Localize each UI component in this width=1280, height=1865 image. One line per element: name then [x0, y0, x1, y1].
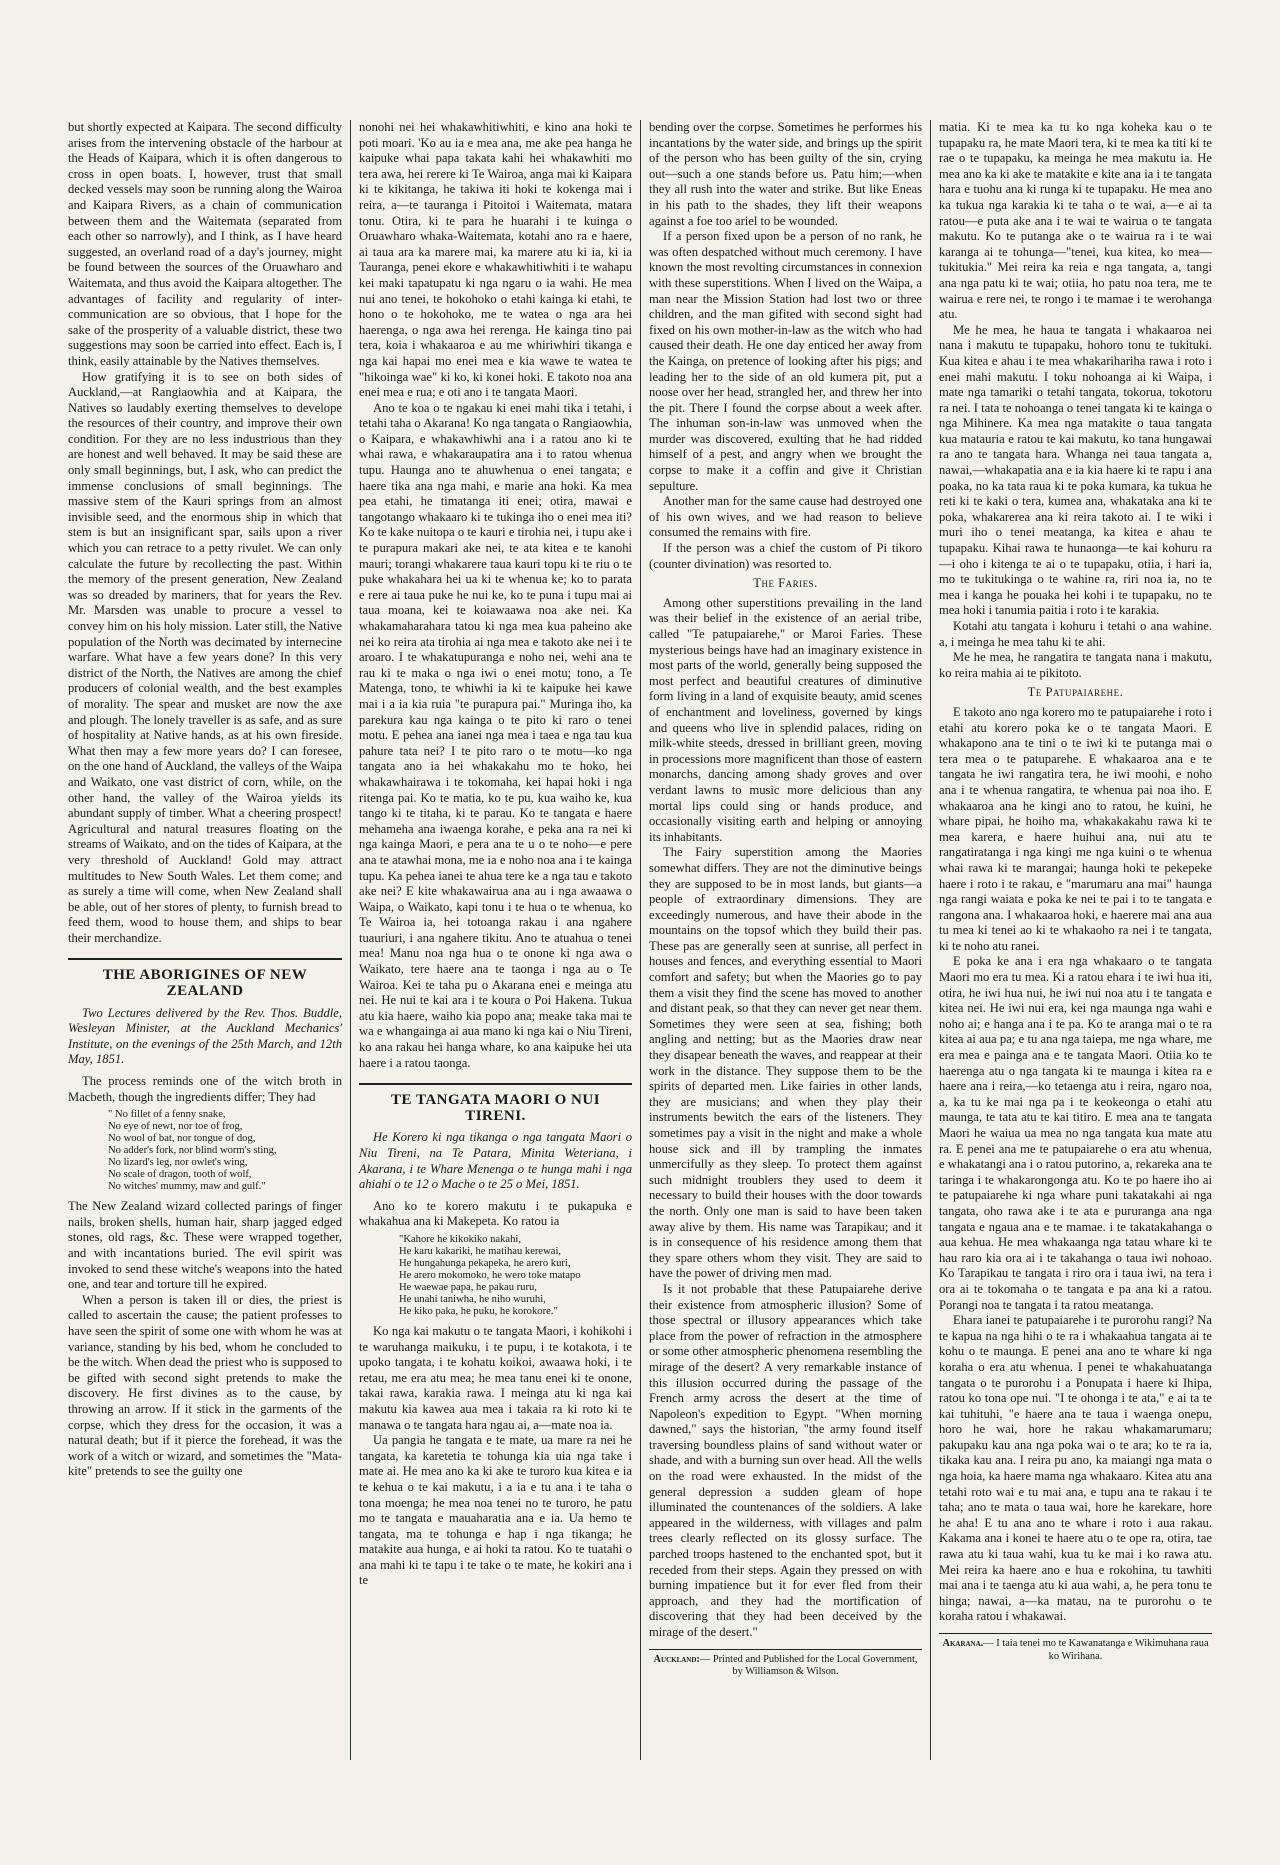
column-3 — [640, 120, 930, 1760]
column-2 — [350, 120, 640, 1760]
body-paragraph: Among other superstitions prevailing in the land was their belief in the existence of an aerial tribe, called "Te patupaiarehe," or Maroi Faries. These mysterious beings have had an imaginary existence in most parts of the world, generally being supposed the most perfect and beautiful creatures of diminutive form living in a land of exquisite beauty, amid scenes of enchantment and loveliness, governed by kings and queens who live in splendid palaces, riding on milk-white steeds, dressed in brilliant green, moving in processions more magnificent than those of eastern monarchs, dancing among shady groves and over verdant lawns to music more delicious than any mortal lips could sing or hands produce, and occasionally visiting earth and helping or annoying its inhabitants. — [649, 595, 922, 844]
body-paragraph: nonohi nei hei whakawhitiwhiti, e kino ana hoki te poti moari. 'Ko au ia e mea ana, me ake pea hanga he kaipuke whai papa takata kahi hei whakawhiti mo tera awa, hei rerere ki Te Wairoa, anga mai ki Kaipara ki te kikitanga, he takiwa iti hoki te kokenga mai i reira, a—te tauranga i Pitoitoi i Waitemata, matara tonu. Otira, ki te para he huarahi i te kuinga o Oruawharo whaka-Waitemata, kotahi ano ra e haere, ai taua ara ka marere mai, ka marere atu ki ia, ki ia Tauranga, penei ekore e whakawhitiwhiti i te wahapu kei maki tapatupatu ki nga ngaru o ia wahi. He mea nui ano tenei, te hokohoko o etahi kainga ki etahi, te hono o te hokohoko, me te watea o nga ara hei haerenga, o nga awa hei rerenga. He kainga tino pai tera, koia i whakaaroa e au me whiriwhiri tikanga e nga kai hapai mo enei mea e kia wawe te watea te "hikoinga wae" ki ko, ki konei hoki. E takoto noa ana enei mea e rua; e oti ano i te tangata Maori. — [359, 120, 632, 400]
imprint-footer — [939, 1633, 1212, 1663]
body-paragraph: The process reminds one of the witch broth in Macbeth, though the ingredients differ; They had — [68, 1074, 342, 1104]
verse-line: He waewae papa, he pakau ruru, — [399, 1281, 537, 1293]
section-subheading: Te Patupaiarehe. — [1027, 685, 1124, 700]
imprint-place: Auckland: — [653, 1653, 700, 1665]
verse-line: He unahi taniwha, he niho wuruhi, — [399, 1293, 546, 1305]
verse-line: He arero mokomoko, he wero toke matapo — [399, 1269, 581, 1281]
column-1 — [60, 120, 350, 1760]
body-paragraph: bending over the corpse. Sometimes he performes his incantations by the water side, and brings up the spirit of the person who has been guilty of the sin, crying out—such a one stands before us. Patu him;—when they all rush into the water and strike. But like Eneas in his path to the shades, they lift their weapons against a foe too ariel to be wounded. — [649, 120, 922, 228]
body-paragraph: Another man for the same cause had destroyed one of his own wives, and we had reason to believe consumed the remains with fire. — [649, 494, 922, 540]
verse-line: He karu kakariki, he matihau kerewai, — [399, 1245, 562, 1257]
verse-line: No eye of newt, nor toe of frog, — [108, 1121, 243, 1133]
verse-line: No scale of dragon, tooth of wolf, — [108, 1169, 252, 1181]
body-paragraph: Is it not probable that these Patupaiarehe derive their existence from atmospheric illusion? Some of those spectral or illusory appearances which take place from the power of refraction in the atmosphere or some other atmospheric phenomena resembling the mirage of the desert? A very remarkable instance of this illusion occurred during the passage of the French army across the desert at the time of Napoleon's expedition to Egypt. "When morning dawned," says the historian, "the army found itself traversing boundless plains of sand without water or shade, and with a burning sun over head. All the wells on the road were exhausted. In the midst of the general depression a sudden gleam of hope illuminated the countenances of the soldiers. A lake appeared in the wilderness, with villages and palm trees clearly reflected on its glossy surface. The parched troops hastened to the enchanted spot, but it receded from their steps. Again they pressed on with burning impatience but it for ever fled from their approach, and they had the mortification of discovering that they had been deceived by the mirage of the desert." — [649, 1281, 922, 1639]
quoted-verse — [399, 1234, 632, 1318]
body-paragraph: If the person was a chief the custom of Pi tikoro (counter divination) was resorted to. — [649, 541, 922, 571]
body-paragraph: E takoto ano nga korero mo te patupaiarehe i roto i etahi atu korero poka ke o te tangata Maori. E whakapono ana te tini o te iwi ki te putanga mai o tera mea o te patuparehe. E whakaaroa ana e te tangata he iwi rangatira tera, he iwi moohi, e noho ana i te whenua rangatira, te whenua pai noa iho. E whakaaroa ana he kingi ano to ratou, he kuini, he whare pipai, he hoiho ma, whakakakahu rawa ki te mea karera, e haere huihui ana, nui atu te rangatiratanga i nga kingi me nga kuini o te whenua whai rawa ki te marangai; haunga hoki te pekepeke haere i roto i te rakau, e "marumaru ana mai" haunga nga rangi waiata e poka ke nei te pai i to te tangata e rangona ana. I whakaaroa hoki, e haerere mai ana aua tu mea ki tenei ao ki te whakaoho ra nei i te tangata, ki te noho atu ranei. — [939, 704, 1212, 953]
verse-line: He hungahunga pekapeka, he arero kuri, — [399, 1257, 571, 1269]
body-paragraph: Ko nga kai makutu o te tangata Maori, i kohikohi i te waruhanga maikuku, i te pupu, i te kotakota, i te upoko tangata, i te kohatu koikoi, awaawa hoki, i te retau, me era atu mea; he mea tanu enei ki te onone, takai rawa, karakia rawa. I meinga atu ki nga kai makutu kia kawea aua mea i takaia ra ki roto ki te manawa o te tangata hara ngau ai, a—mate noa ia. — [359, 1323, 632, 1432]
verse-line: No wool of bat, nor tongue of dog, — [108, 1133, 256, 1145]
body-paragraph: Ano te koa o te ngakau ki enei mahi tika i tetahi, i tetahi taha o Akarana! Ko nga tangata o Rangiaowhia, o Kaipara, e whakawhiwhi ana i a ratou ano ki te whai rawa, e whakaraupatira ana i to ratou whenua tupu. Haunga ano te ahuwhenua o enei tangata; e haere tika ana nga mahi, e marie ana hoki. Ka mea pea etahi, he timatanga iti enei; otira, mawai e tangotango whakaaro ki te tukinga iho o enei mea iti? Ko te kake nuitopa o te kauri e tirohia nei, i tupu ake i te purapura makari ake nei, te ata kitea e te kanohi mauri; torangi whakarere taua kauri topu ki te riu o te puke whakahara hei ua ki te whenua ke; ko to parata e rere ai taua puke he nui ke, ko te puna i tupu mai ai taua moana, kei te koiawaawa noa ake nei. Ka whakamaharahara tatou ki nga mea kua paheino ake nei ko reira ata tirohia ai nga mea e takoto ake nei i te aroaro. I te whakatupuranga e noho nei, wehi ana te rau ki te maka o nga iwi o enei motu; tono, a Te Matenga, tono, te whiwhi ia ki te kaipuke hei kawe mai i a ia kia ruia "te purapura pai." Muringa iho, ka parekura kau nga kainga o te pito ki raro o tenei motu. E pehea ana ianei nga mea i taea e nga tau kua pahure tata nei? I te pito raro o te motu—ko nga tangata ano ia hei whakakahu mo te hoko, hei whakawhairawa i te tokomaha, kei hapai hoki i nga ritenga pai. Ko te matia, ko te pu, kua waiho ke, kua tango ki te titaha, ki te parau. Ko te tangata e haere mehameha ana iwaenga korahe, e peka ana ra nei ki nga kainga Maori, e pera ana te u o te noho—e pere ana te atawhai mona, me ia e noho noa ana i te kainga tupu. Ka pehea ianei te ahua tere ke a nga tau e takoto ake nei? E kite whakawairua ana au i nga awaawa o Waipa, o Waikato, kapi tonu i te hua o te whenua, ko Te Wairoa ia, hei totoanga rakau i ana ngahere tuauriuri, i ana ngahere tikitu. Ano te atuahua o tenei mea! Manu noa nga hua o te onone ki nga awa o Waikato, tere haere ana te taonga i nga au o Te Wairoa. Kei te taha pu o Akarana enei e meinga atu nei. He nui te kai ara i te koura o Poi Hakena. Tukua atu kia haere, waiho kia popo ana; meake taka mai te wa e whangainga ai aua mano ki nga kai o Niu Tireni, ko ana rakau hei hanga whare, ko ana kaipuke hei uta haere i a ratou taonga. — [359, 400, 632, 1070]
imprint-text: — I taia tenei mo te Kawanatanga e Wikimuhana raua ko Wirihana. — [983, 1638, 1209, 1662]
body-paragraph: Ua pangia he tangata e te mate, ua mare ra nei he tangata, ka karetetia te tohunga kia uia nga take i mate ai. He mea ano ka ki ake te turoro kua kitea e ia te kehua o te kai makutu, i a ia e tu ana i te taha o tona moenga; he mea noa tenei no te turoro, he patu mo te tangata e mauaharatia ana e ia. Ua hemo te tangata, ma te tohunga e hap i nga tikanga; he matakite aua hunga, e ai hoki ta ratou. Ko te tuatahi o ana mahi ki te tapu i te take o te mate, he kokiri ana i te — [359, 1433, 632, 1588]
body-paragraph: Ano ko te korero makutu i te pukapuka e whakahua ana ki Makepeta. Ko ratou ia — [359, 1198, 632, 1229]
body-paragraph: How gratifying it is to see on both sides of Auckland,—at Rangiaowhia and at Kaipara, the Natives so laudably exerting themselves to develope the resources of their country, and improve their own condition. For they are no less industrious than they are honest and well behaved. It may be said these are only small beginnings, but, I ask, who can predict the immense conclusions of small beginnings. The massive stem of the Kauri springs from an almost invisible seed, and the enormous ship in which that stem is but an insignificant spar, sails upon a river which you can retrace to a petty rivulet. We can only calculate the future by recollecting the past. Within the memory of the present generation, New Zealand was so dreaded by mariners, that for years the Rev. Mr. Marsden was unable to procure a vessel to convey him on his holy mission. Later still, the Native population of the North was decimated by internecine warfare. What have a few years done? In this very district of the North, the Natives are among the chief producers of colonial wealth, and the best examples of morality. The spear and musket are now the axe and plough. The lonely traveller is as safe, and as sure of hospitality at Native hands, as at his own fireside. What then may a few more years do? I can foresee, on the one hand of Auckland, the valleys of the Waipa and Waikato, one vast district of corn, while, on the other hand, the valley of the Wairoa yields its abundant supply of timber. What a cheering prospect! Agricultural and natural treasures floating on the streams of Waikato, and on the tides of Kaipara, at the very threshold of Auckland! Gold may attract multitudes to New South Wales. Let them come; and as surely a time will come, when New Zealand shall be able, out of her stores of plenty, to furnish bread to feed them, wood to house them, and ships to bear their merchandize. — [68, 369, 342, 945]
body-paragraph: Me he mea, he haua te tangata i whakaaroa nei nana i makutu te tupapaku, hohoro tonu te tukituki. Kua kitea e ahau i te mea whakarihariha rawa i roto i enei mahi makutu. I toku nohoanga ai ki Waipa, i mate nga tamariki o tetahi tangata, tokorua, tokotoru ra nei. I tata te nohoanga o tenei tangata ki te kainga o nga Mihinere. Ka mea nga matakite o taua tangata kua matauria e ratou te kai makutu, ko tana hungawai ra ano te tangata hara. Whanga nei taua tangata a, nawai,—whakapatia ana e ia kia haere ki te rapu i ana poaka, no ka tata raua ki te poka kumara, ka tukua he reti ki te kaki o tera, kumea ana, whakataka ana ki te poka, whakarerea ana ki reira takoto ai. I te wiki i muri iho o tenei meatanga, ka kitea e ahau te tupapaku. Kihai rawa te hunaonga—te kai kohuru ra—i oho i kitenga te ai o te tupapaku, otiia, i hari ia, mo te tukitukinga o te wahine ra, riri noa ia, no te mea i kanga he pouaka hei kohi i te tupapaku, no te mea hoki i tanumia paitia i roto i te karakia. — [939, 322, 1212, 618]
verse-line: No lizard's leg, nor owlet's wing, — [108, 1157, 248, 1169]
verse-line: No witches' mummy, maw and gulf." — [108, 1181, 266, 1193]
verse-line: " No fillet of a fenny snake, — [108, 1109, 226, 1121]
verse-line: "Kahore he kikokiko nakahi, — [399, 1233, 521, 1245]
body-paragraph: Kotahi atu tangata i kohuru i tetahi o ana wahine. a, i meinga he mea tahu ki te ahi. — [939, 619, 1212, 649]
body-paragraph: The New Zealand wizard collected parings of finger nails, broken shells, human hair, sharp jagged edged stones, old rags, &c. These were wrapped together, and with incantations buried. The evil spirit was invoked to send these witche's weapons into the hated one, and tear and torture till he expired. — [68, 1199, 342, 1292]
verse-line: He kiko paka, he puku, he korokore." — [399, 1305, 558, 1317]
verse-line: No adder's fork, nor blind worm's sting, — [108, 1145, 277, 1157]
body-paragraph: The Fairy superstition among the Maories somewhat differs. They are not the diminutive beings they are supposed to be in most lands, but giants—a people of extraordinary dimensions. They are exceedingly numerous, and have their abode in the mountains on the topsof which they build their pas. These pas are generally seen at sunrise, all perfect in houses and fences, and everything essential to Maori comfort and safety; but when the Maories go to pay them a visit they find the scene has moved to another and distant peak, so that they can never get near them. Sometimes they were seen at sea, fishing; both angling and netting; but as the Maories draw near they disapear beneath the waves, and reappear at their work in the distance. They suppose them to be the spirits of departed men. Like fairies in other lands, they are musicians; and when they play their instruments bewitch the ears of the listeners. They sometimes pay a visit in the night and make a whole house sick and ill by trampling the inmates unmercifully as they sleep. To protect them against such midnight troublers they used to deem it necessary to build their houses with the door towards the north. Only one man is said to have been taken away alive by them. His name was Tarapikau; and it is in consequence of his residence among them that they spare others whom they visit. They are said to have the power of driving men mad. — [649, 845, 922, 1281]
article-headline: THE ABORIGINES OF NEW ZEALAND — [68, 958, 342, 999]
column-4 — [930, 120, 1220, 1760]
quoted-verse — [108, 1109, 342, 1193]
article-byline: Two Lectures delivered by the Rev. Thos. Buddle, Wesleyan Minister, at the Auckland Mechanics' Institute, on the evenings of the 25th March, and 12th May, 1851. — [68, 1005, 342, 1067]
body-paragraph: When a person is taken ill or dies, the priest is called to ascertain the cause; the patient professes to have seen the spirit of some one with whom he was at variance, standing by his bed, whom he concluded to be the witch. When dead the priest who is supposed to be gifted with second sight pretends to make the discovery. He first divines as to the cause, by throwing an arrow. If it stick in the garments of the corpse, which they dress for the occasion, it was a natural death; but if it pierce the forehead, it was the work of a witch or wizard, and sometimes the "Mata-kite" pretends to see the guilty one — [68, 1292, 342, 1479]
imprint-text: — Printed and Published for the Local Government, by Williamson & Wilson. — [699, 1653, 918, 1678]
body-paragraph: matia. Ki te mea ka tu ko nga koheka kau o te tupapaku ra, he mate Maori tera, ki te mea ka titi ki te rae o te tupapaku, ka meinga he mea makutu ia. He mea ano ka ki ake te matakite e kite ana ia i te tangata hara e tuohu ana ki runga ki te tupapaku. He mea ano ka tukua nga karakia ki te taha o te wai, a—e ai ta ratou—e puta ake ana i te wai te wairua o te tangata makutu. Ko te putanga ake o te wairua ra i te wai karanga ai te tohunga—"tenei, kua kitea, ko mea—tukitukia." Mei reira ka reia e nga tangata, a, tangi ana nga patu ki te wai; otiia, ho patu noa tera, me te wairua e rere nei, te rongo i te mamae i te werohanga atu. — [939, 120, 1212, 322]
body-paragraph: Ehara ianei te patupaiarehe i te purorohu rangi? Na te kapua na nga hihi o te ra i whakaahua tangata ai te kohu o te maunga. E penei ana ano te whare ki nga koraha o era atu whenua. I penei te whakahuatanga tangata o te purorohu i a Ponupata i haere ki Ihipa, ratou ko tona ope nui. "I te ohonga i te ata," e ai ta te kai tuhituhi, "e haere ana te taua i waenga onepu, horo he wai, hore he rakau whakamarumaru; pakupaku kau ana nga poka wai o te ara; ko te ra ia, tikaka kau ana. I reira pu ano, ka maiangi nga mata o nga hoia, ka haere mama nga whakaaro. Kitea atu ana tetahi roto wai e tu mai ana, e tupu ana te rakau i te taha; ano te mata o taua wai, hore he karekare, hore he aha! E tu ana ano te whare i roto i aua rakau. Kakama ana i konei te haere atu o te ope ra, otira, tae rawa atu ki taua wahi, kua tu ke mai i ko rawa atu. Mei reira ka haere ano e hua e rokohina, tu tawhiti mai ana i te taenga atu ki aua wahi, a, he pera tonu te hinga; nawai, a—ka matau, na te purorohu o te koraha ratou i whakawai. — [939, 1313, 1212, 1624]
imprint-footer — [649, 1649, 922, 1679]
imprint-place: Akarana. — [942, 1638, 984, 1649]
article-headline: TE TANGATA MAORI O NUI TIRENI. — [359, 1083, 632, 1124]
section-subheading: The Faries. — [753, 576, 818, 591]
body-paragraph: E poka ke ana i era nga whakaaro o te tangata Maori mo era tu mea. Ki a ratou ehara i te iwi hua iti, otira, he iwi hua nui, he iwi nui noa atu i te tangata e kitea nei. He iwi nui era, kei nga maunga nga wahi e noho ai; e hanga ana i te pa. Ko te aranga mai o te ra kitea ai aua pa; e tu ana nga taiepa, me nga whare, me era mea e painga ana e te tangata Maori. Otiia ko te haerenga atu o nga tangata ki te maunga i kitea ra e haere ana i reira,—ko tetaenga atu i reira, ngaro noa, a, ka tu ke mai nga pa i te keokeonga o etahi atu maunga, te tata atu te kai titiro. E mea ana te tangata Maori he waiua ua mea no nga tangata kua mate atu ra. E penei ana me te patupaiarehe o era atu whenua, e whakatangi ana i o ratou putorino, a, rekareka ana te taringa i te whakarongonga atu. Ko te po haere iho ai te patupaiarehe ki nga whare puni takatakahi ai nga tangata, oho rawa ake i te ata e pururanga ana nga tangata e ngaua ana e te mamae. i te takatakahanga o aua kehua. He mea whakaanga nga tatau whare ki te hau raro kia ora ai i te takahanga o taua iwi nohoao. Ko Tarapikau te tangata i riro ora i taua iwi, na tera i ora ai te tokomaha o te tangata e pa ana ki a ratou. Porangi noa te tangata i ta ratou meatanga. — [939, 954, 1212, 1312]
article-byline: He Korero ki nga tikanga o nga tangata Maori o Niu Tireni, na Te Patara, Minita Weteriana, i Akarana, i te Whare Menenga o te hunga mahi i nga ahiahi o te 12 o Mache o te 25 o Mei, 1851. — [359, 1130, 632, 1192]
newspaper-page — [60, 120, 1220, 1760]
body-paragraph: If a person fixed upon be a person of no rank, he was often despatched without much ceremony. I have known the most revolting circumstances in connexion with these superstitions. When I lived on the Waipa, a man near the Mission Station had lost two or three children, and the man gifited with second sight had fixed on his own mother-in-law as the witch who had caused their death. He one day enticed her away from the Kainga, on pretence of looking after his pigs; and leading her to the side of an old kumera pit, put a noose over her head, strangled her, and threw her into the pit. There I found the corpse about a week after. The inhuman son-in-law was unmoved when the murder was discovered, exulting that he had ridded himself of a pest, and angry when we brought the corpse to make it a coffin and give it Christian sepulture. — [649, 229, 922, 493]
body-paragraph: but shortly expected at Kaipara. The second difficulty arises from the intervening obstacle of the harbour at the Heads of Kaipara, which it is often dangerous to cross in open boats. I, however, trust that small decked vessels may soon be running along the Wairoa and Kaipara Rivers, as a chain of communication between them and the Waitemata (separated from each other so narrowly), and I think, as I have heard suggested, an overland road of a day's journey, might be found between the sources of the Oruawharo and Waitemata, and thus avoid the Kaipara altogether. The advantages of facility and regularity of inter-communication are so obvious, that I hope for the sake of the prosperity of a valuable district, these two suggestions may soon be carried into effect. Each is, I think, easily attainable by the Natives themselves. — [68, 120, 342, 368]
body-paragraph: Me he mea, he rangatira te tangata nana i makutu, ko reira mahia ai te pikitoto. — [939, 650, 1212, 680]
